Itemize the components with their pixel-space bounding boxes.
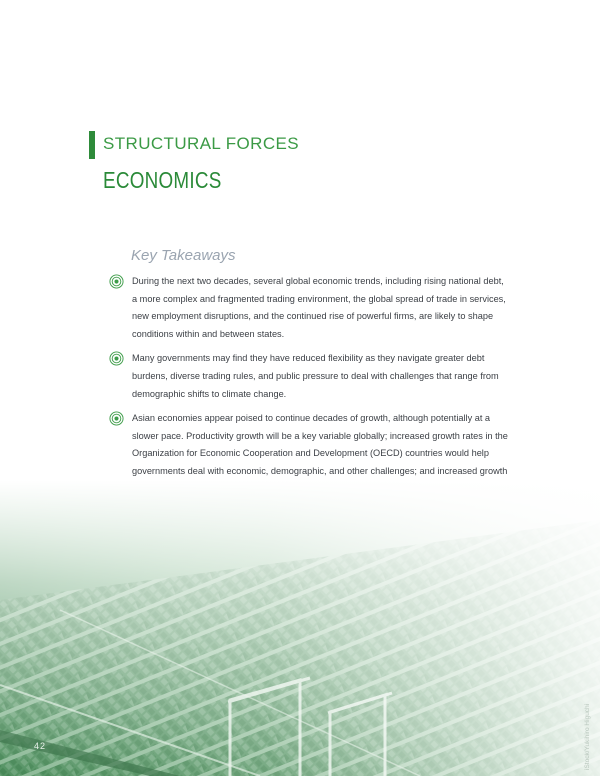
target-bullet-icon: [109, 351, 124, 366]
takeaway-text: During the next two decades, several global economic trends, including rising national debt, a more complex and fragmented trading environment, the global spread of trade in services, new employment disruptions, and the continued rise of powerful firms, are likely to shape conditions within and between states.: [132, 276, 506, 339]
key-takeaways-heading: Key Takeaways: [131, 247, 236, 264]
takeaway-item: [108, 273, 508, 343]
target-bullet-icon: [109, 274, 124, 289]
takeaway-text: Many governments may find they have reduced flexibility as they navigate greater debt burdens, diverse trading rules, and public pressure to deal with challenges that range from demographic shifts to climate change.: [132, 353, 499, 399]
target-bullet-icon: [109, 411, 124, 426]
container-port-image: [0, 480, 600, 776]
page-title: ECONOMICS: [103, 167, 222, 193]
takeaway-text: Asian economies appear poised to continue decades of growth, although potentially at a slower pace. Productivity growth will be a key variable globally; increased growth rates in the Organization for Economic Cooperation and Development (OECD) countries would help governments deal with economic, demographic, and other challenges; and increased growth: [132, 413, 508, 476]
takeaway-item: [108, 350, 508, 403]
section-kicker: STRUCTURAL FORCES: [103, 134, 300, 153]
page-number: 42: [34, 741, 47, 751]
image-credit: iStock/Yukihiro Higuchi: [584, 703, 591, 770]
key-takeaways-list: [108, 273, 508, 505]
section-accent-bar: [89, 131, 95, 159]
